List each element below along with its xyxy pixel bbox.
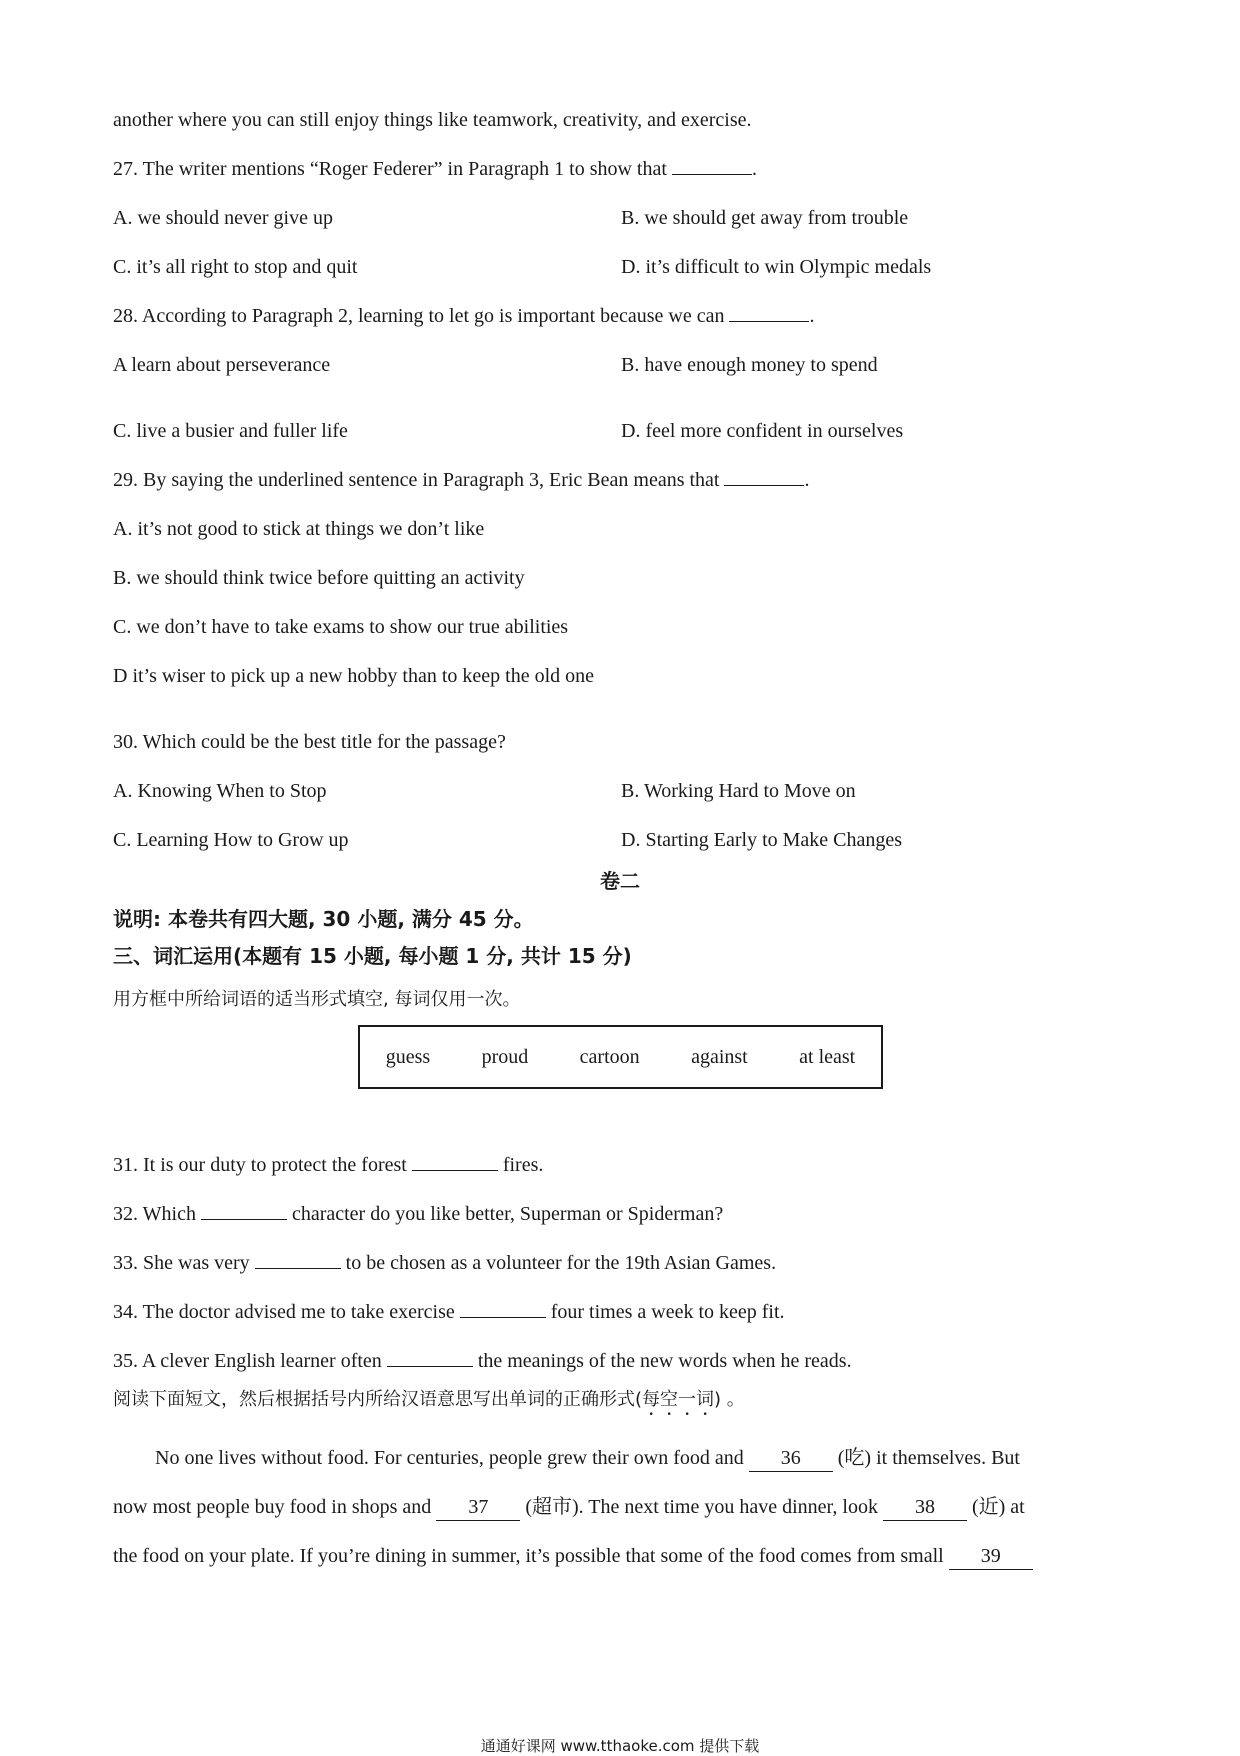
answer-blank (255, 1250, 341, 1269)
q29-option-d: D it’s wiser to pick up a new hobby than to keep the old one (113, 665, 595, 687)
q29-option-b: B. we should think twice before quitting an activity (113, 567, 525, 589)
section-title: 卷二 (600, 869, 640, 893)
passage-line-1 (155, 1445, 1020, 1472)
page-footer: 通通好课网 www.tthaoke.com 提供下载 (480, 1737, 760, 1755)
question-34 (113, 1299, 785, 1325)
q33-text-after: to be chosen as a volunteer for the 19th Asian Games. (345, 1252, 777, 1274)
instruction-passage (113, 1387, 745, 1420)
instruction-passage-end: ) 。 (714, 1389, 745, 1410)
question-27 (113, 156, 757, 182)
answer-blank (387, 1348, 473, 1367)
q28-option-b: B. have enough money to spend (621, 354, 878, 376)
q27-option-b: B. we should get away from trouble (621, 207, 909, 229)
instruction-passage-text: 阅读下面短文，然后根据括号内所给汉语意思写出单词的正确形式( (113, 1389, 643, 1410)
word-box-item: against (691, 1045, 748, 1068)
q27-option-a: A. we should never give up (113, 207, 333, 229)
q27-option-d: D. it’s difficult to win Olympic medals (621, 256, 932, 278)
passage-text: (超市). The next time you have dinner, look (525, 1496, 878, 1518)
q29-tail: . (804, 469, 810, 491)
word-box-item: at least (799, 1045, 856, 1068)
question-28 (113, 303, 814, 329)
answer-blank (724, 467, 804, 486)
passage-text: No one lives without food. For centuries, people grew their own food and (155, 1447, 744, 1469)
q28-stem: 28. According to Paragraph 2, learning to let go is important because we can (113, 305, 725, 327)
blank-36: 36 (749, 1445, 833, 1472)
q30-option-a: A. Knowing When to Stop (113, 780, 327, 802)
answer-blank (201, 1201, 287, 1220)
part3-title: 三、词汇运用(本题有 15 小题, 每小题 1 分, 共计 15 分) (113, 944, 632, 968)
q34-text-after: four times a week to keep fit. (550, 1301, 785, 1323)
instruction-word-box: 用方框中所给词语的适当形式填空, 每词仅用一次。 (113, 989, 521, 1010)
q28-tail: . (809, 305, 815, 327)
word-box-item: proud (481, 1045, 529, 1068)
question-35 (113, 1348, 852, 1374)
passage-text: the food on your plate. If you’re dining in summer, it’s possible that some of the food comes from small (113, 1545, 944, 1567)
q31-text-after: fires. (502, 1154, 544, 1176)
section-note: 说明: 本卷共有四大题, 30 小题, 满分 45 分。 (113, 907, 534, 931)
passage-text: (近) at (971, 1496, 1025, 1518)
q33-text: 33. She was very (113, 1252, 250, 1274)
q27-stem: 27. The writer mentions “Roger Federer” in Paragraph 1 to show that (113, 158, 667, 180)
blank-39: 39 (949, 1543, 1033, 1570)
q30-option-c: C. Learning How to Grow up (113, 829, 349, 851)
passage-text: (吃) it themselves. But (837, 1447, 1020, 1469)
passage-line-2 (113, 1494, 1025, 1521)
q28-option-d: D. feel more confident in ourselves (621, 420, 904, 442)
q28-option-a: A learn about perseverance (113, 354, 331, 376)
q29-option-a: A. it’s not good to stick at things we don’t like (113, 518, 485, 540)
word-box (358, 1025, 883, 1089)
blank-37: 37 (436, 1494, 520, 1521)
q30-option-b: B. Working Hard to Move on (621, 780, 856, 802)
answer-blank (460, 1299, 546, 1318)
word-box-item: cartoon (579, 1045, 640, 1068)
q34-text: 34. The doctor advised me to take exercise (113, 1301, 455, 1323)
q27-option-c: C. it’s all right to stop and quit (113, 256, 358, 278)
q32-text: 32. Which (113, 1203, 196, 1225)
q30-option-d: D. Starting Early to Make Changes (621, 829, 903, 851)
word-box-item: guess (385, 1045, 431, 1068)
question-32 (113, 1201, 723, 1227)
passage-last-line: another where you can still enjoy things like teamwork, creativity, and exercise. (113, 109, 752, 131)
q35-text: 35. A clever English learner often (113, 1350, 382, 1372)
answer-blank (672, 156, 752, 175)
q35-text-after: the meanings of the new words when he reads. (477, 1350, 852, 1372)
q29-stem: 29. By saying the underlined sentence in Paragraph 3, Eric Bean means that (113, 469, 720, 491)
question-33 (113, 1250, 776, 1276)
passage-text: now most people buy food in shops and (113, 1496, 432, 1518)
q31-text: 31. It is our duty to protect the forest (113, 1154, 407, 1176)
question-29 (113, 467, 809, 493)
answer-blank (412, 1152, 498, 1171)
question-31 (113, 1152, 543, 1178)
passage-line-3 (113, 1543, 1033, 1570)
q29-option-c: C. we don’t have to take exams to show our true abilities (113, 616, 569, 638)
q32-text-after: character do you like better, Superman or Spiderman? (291, 1203, 724, 1225)
question-30: 30. Which could be the best title for the passage? (113, 731, 506, 753)
answer-blank (729, 303, 809, 322)
q28-option-c: C. live a busier and fuller life (113, 420, 348, 442)
emphasized-text: 每空一词 (642, 1389, 715, 1410)
blank-38: 38 (883, 1494, 967, 1521)
q27-tail: . (751, 158, 757, 180)
